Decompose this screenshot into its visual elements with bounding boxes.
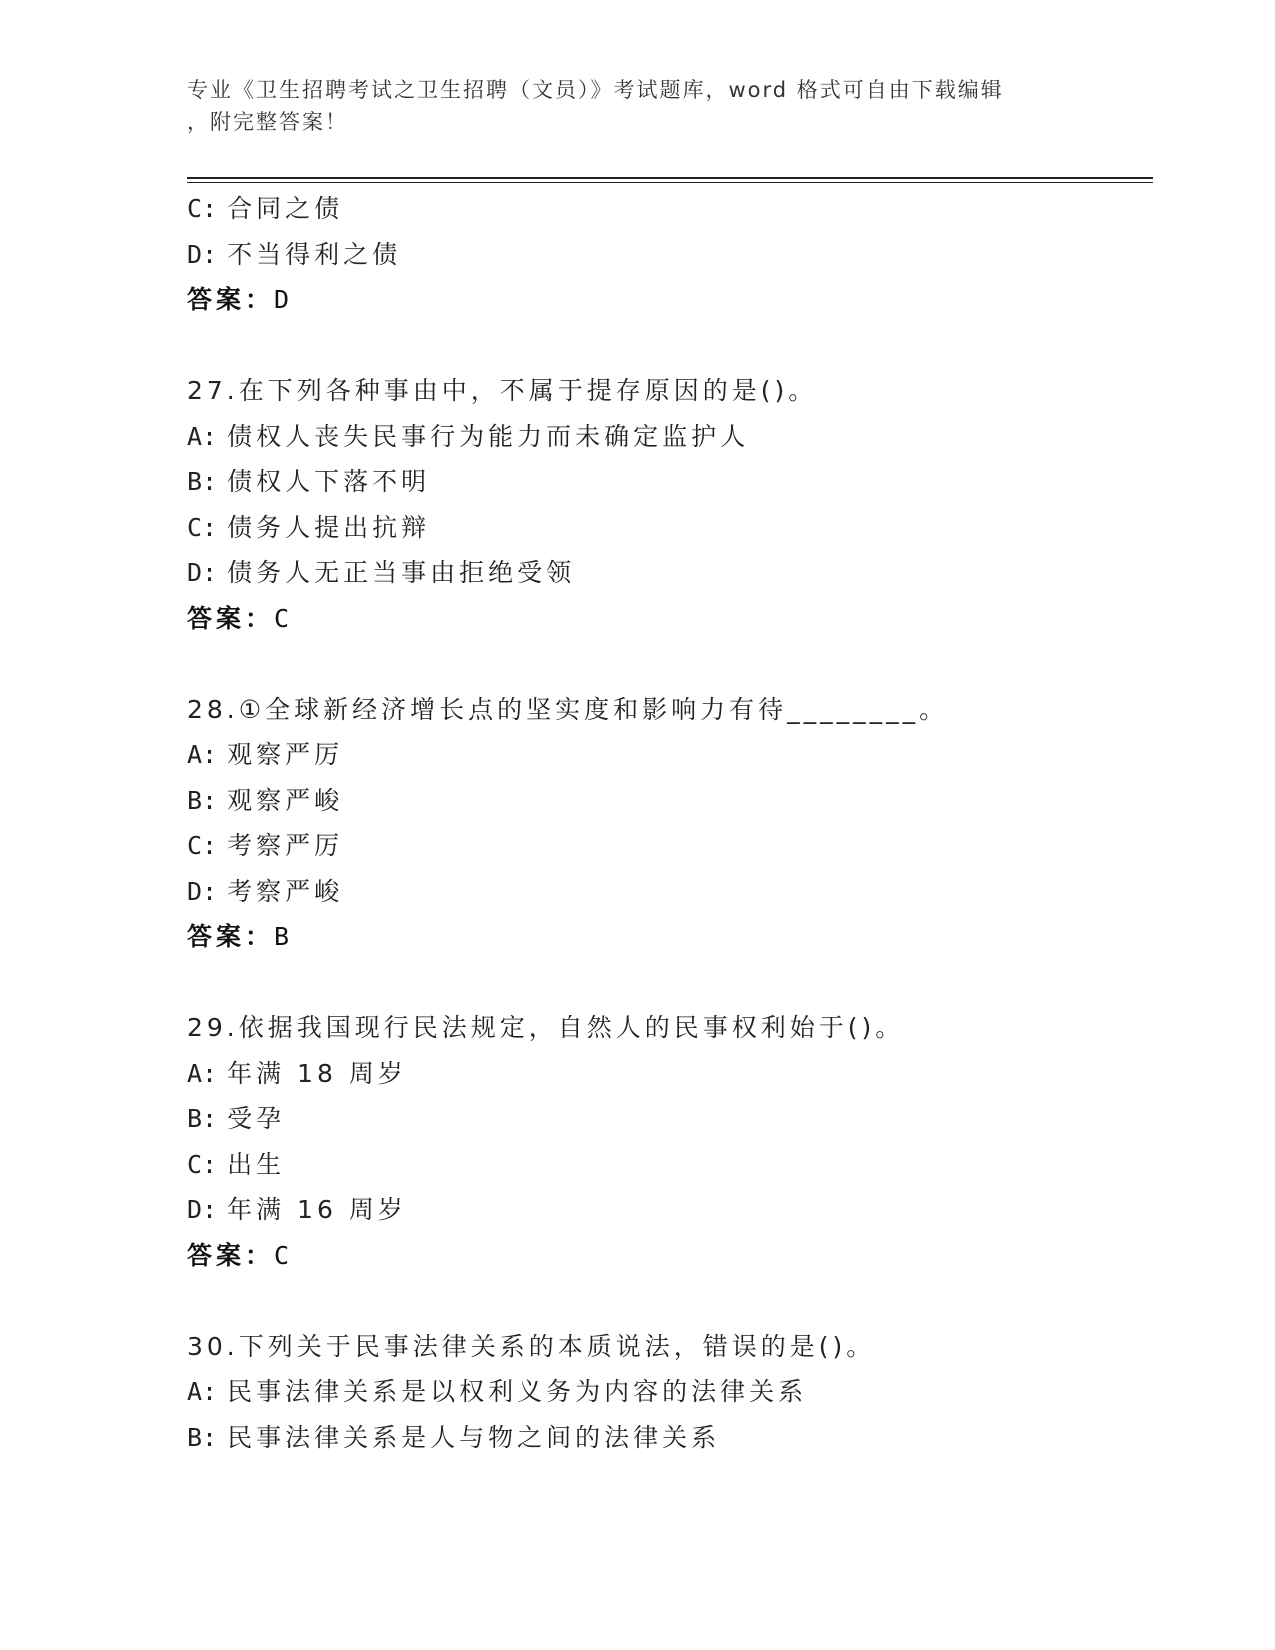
answer-line: [187, 596, 1137, 642]
option-text: 债权人下落不明: [227, 467, 431, 496]
option-label: C:: [187, 194, 218, 223]
option-label: A:: [187, 1377, 218, 1406]
option-line: [187, 1142, 1137, 1188]
question-stem: 29.依据我国现行民法规定，自然人的民事权利始于()。: [187, 1013, 905, 1042]
option-line: [187, 414, 1137, 460]
option-label: B:: [187, 785, 218, 815]
document-header: [187, 74, 1067, 138]
option-label: B:: [187, 1422, 218, 1452]
option-text: 民事法律关系是以权利义务为内容的法律关系: [227, 1377, 808, 1406]
option-label: D:: [187, 876, 218, 906]
question-stem: 28.①全球新经济增长点的坚实度和影响力有待________。: [187, 694, 949, 724]
option-text: 不当得利之债: [227, 239, 402, 269]
option-text: 民事法律关系是人与物之间的法律关系: [227, 1422, 721, 1452]
option-line: [187, 505, 1137, 551]
answer-line: [187, 277, 1137, 323]
option-label: A:: [187, 421, 218, 451]
answer-prefix: 答案：: [187, 603, 275, 633]
option-label: A:: [187, 1058, 218, 1088]
option-line: [187, 550, 1137, 596]
option-line: [187, 459, 1137, 505]
option-line: [187, 1096, 1137, 1142]
option-label: C:: [187, 831, 218, 860]
answer-key: C: [274, 1240, 290, 1270]
question-stem: 27.在下列各种事由中，不属于提存原因的是()。: [187, 376, 818, 405]
option-line: [187, 778, 1137, 824]
option-text: 考察严厉: [227, 831, 344, 860]
option-line: [187, 869, 1137, 915]
document-body: [187, 186, 1137, 1460]
option-label: B:: [187, 467, 218, 496]
option-label: C:: [187, 512, 218, 542]
option-text: 年满 18 周岁: [227, 1058, 407, 1088]
option-line: [187, 186, 1137, 232]
option-text: 出生: [227, 1149, 286, 1179]
option-line: [187, 1369, 1137, 1415]
option-text: 受孕: [227, 1104, 286, 1133]
option-text: 债务人提出抗辩: [227, 512, 431, 542]
option-line: [187, 1051, 1137, 1097]
option-text: 观察严厉: [227, 740, 344, 769]
option-line: [187, 1187, 1137, 1233]
option-label: D:: [187, 1195, 218, 1224]
answer-line: [187, 1233, 1137, 1279]
header-rule-thin: [187, 182, 1153, 183]
option-line: [187, 1415, 1137, 1461]
option-text: 观察严峻: [227, 785, 344, 815]
answer-key: C: [274, 603, 290, 633]
header-line-1: 专业《卫生招聘考试之卫生招聘（文员）》考试题库，word 格式可自由下载编辑: [187, 78, 1004, 102]
question-stem: 30.下列关于民事法律关系的本质说法，错误的是()。: [187, 1331, 876, 1361]
answer-prefix: 答案：: [187, 1240, 275, 1270]
option-line: [187, 232, 1137, 278]
answer-key: B: [274, 922, 290, 951]
option-label: D:: [187, 239, 218, 269]
answer-prefix: 答案：: [187, 922, 275, 951]
option-text: 合同之债: [227, 194, 344, 223]
option-line: [187, 732, 1137, 778]
option-label: A:: [187, 740, 218, 769]
option-label: B:: [187, 1104, 218, 1133]
option-line: [187, 823, 1137, 869]
header-rule-thick: [187, 177, 1153, 179]
option-text: 年满 16 周岁: [227, 1195, 407, 1224]
answer-key: D: [274, 285, 290, 314]
option-text: 债务人无正当事由拒绝受领: [227, 558, 576, 587]
option-label: D:: [187, 558, 218, 587]
answer-line: [187, 914, 1137, 960]
option-text: 考察严峻: [227, 876, 344, 906]
header-line-2: ，附完整答案！: [187, 110, 348, 134]
option-text: 债权人丧失民事行为能力而未确定监护人: [227, 421, 750, 451]
option-label: C:: [187, 1149, 218, 1179]
answer-prefix: 答案：: [187, 285, 275, 314]
